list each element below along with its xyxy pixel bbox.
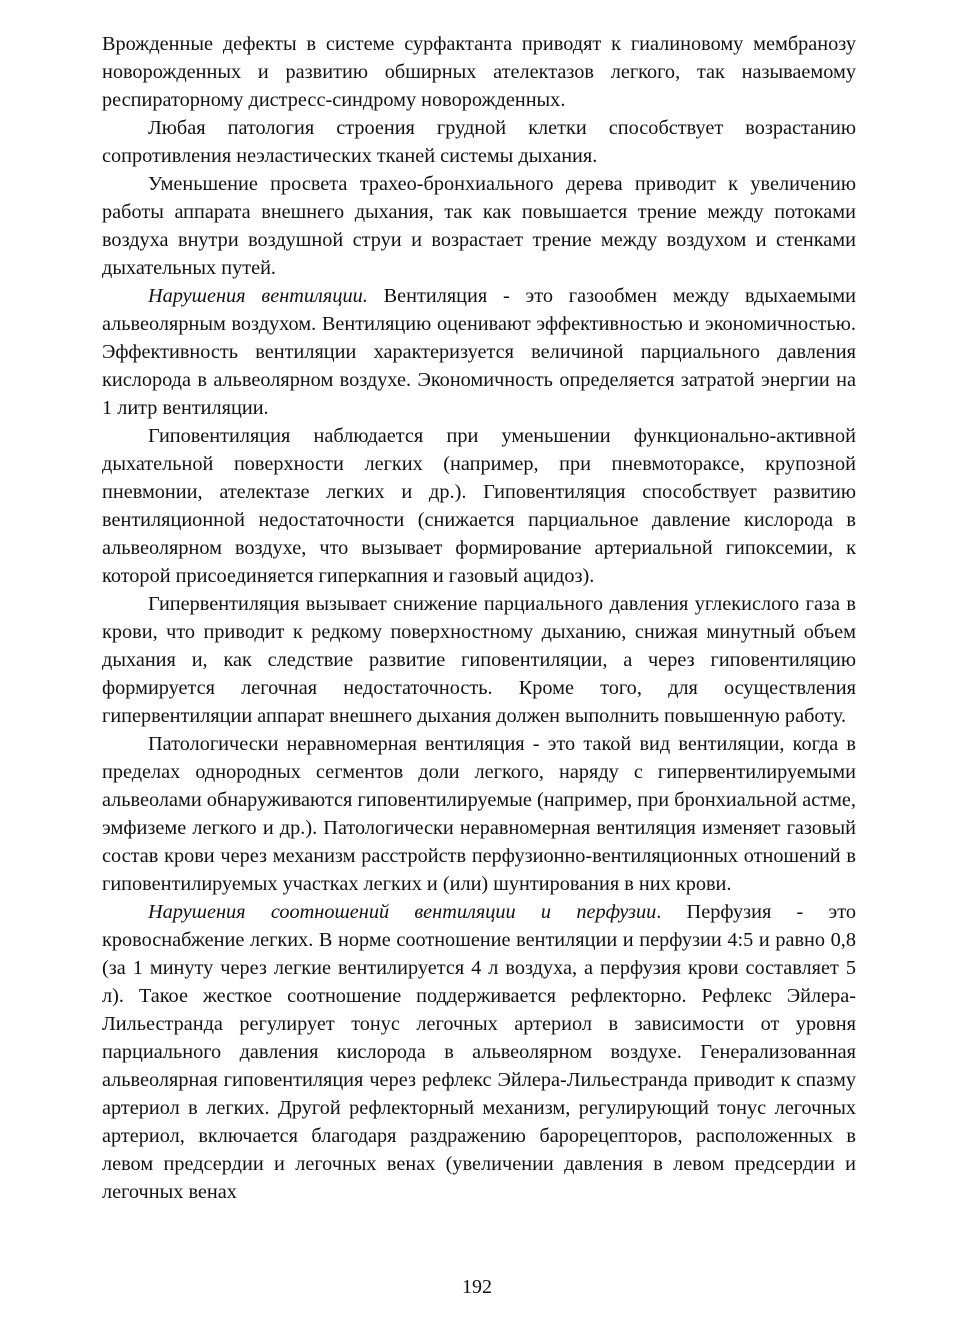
paragraph-uneven-ventilation [102,730,856,898]
paragraph-text: Гипервентиляция вызывает снижение парциального давления углекислого газа в крови, что приводит к редкому поверхностному дыханию, снижая минутный объем дыхания и, как следствие развитие гиповентиляции, а через гиповентиляцию формируется легочная недостаточность. Кроме того, для осуществления гипервентиляции аппарат внешнего дыхания должен выполнить повышенную работу. [102,593,856,727]
paragraph-text: . Перфузия - это кровоснабжение легких. В норме соотношение вентиляции и перфузии 4:5 и равно 0,8 (за 1 минуту через легкие вентилируется 4 л воздуха, а перфузия крови составляет 5 л). Такое жесткое соотношение поддерживается рефлекторно. Рефлекс Эйлера-Лильестранда регулирует тонус легочных артериол в зависимости от уровня парциального давления кислорода в альвеолярном воздухе. Генерализованная альвеолярная гиповентиляция через рефлекс Эйлера-Лильестранда приводит к спазму артериол в легких. Другой рефлекторный механизм, регулирующий тонус легочных артериол, включается благодаря раздражению барорецепторов, расположенных в левом предсердии и легочных венах (увеличении давления в левом предсердии и легочных венах [102,901,856,1203]
paragraph-ventilation-disorders [102,282,856,422]
paragraph-hyperventilation [102,590,856,730]
paragraph-text: Любая патология строения грудной клетки способствует возрастанию сопротивления неэластических тканей системы дыхания. [102,117,856,167]
section-lead-perfusion: Нарушения соотношений вентиляции и перфузии [148,901,657,923]
paragraph-text: Врожденные дефекты в системе сурфактанта приводят к гиалиновому мембранозу новорожденных и развитию обширных ателектазов легкого, так называемому респираторному дистресс-синдрому новорожденных. [102,33,856,111]
paragraph-text: Уменьшение просвета трахео-бронхиального дерева приводит к увеличению работы аппарата внешнего дыхания, так как повышается трение между потоками воздуха внутри воздушной струи и возрастает трение между воздухом и стенками дыхательных путей. [102,173,856,279]
paragraph-chest-pathology [102,114,856,170]
section-lead-ventilation: Нарушения вентиляции. [148,285,368,307]
paragraph-ventilation-perfusion [102,898,856,1206]
paragraph-text: Вентиляция - это газообмен между вдыхаемыми альвеолярным воздухом. Вентиляцию оценивают эффективностью и экономичностью. Эффективность вентиляции характеризуется величиной парциального давления кислорода в альвеолярном воздухе. Экономичность определяется затратой энергии на 1 литр вентиляции. [102,285,856,419]
paragraph-hypoventilation [102,422,856,590]
paragraph-surfactant-defects [102,30,856,114]
page-number: 192 [462,1276,492,1298]
paragraph-text: Патологически неравномерная вентиляция - это такой вид вентиляции, когда в пределах однородных сегментов доли легкого, наряду с гипервентилируемыми альвеолами обнаруживаются гиповентилируемые (например, при бронхиальной астме, эмфиземе легкого и др.). Патологически неравномерная вентиляция изменяет газовый состав крови через механизм расстройств перфузионно-вентиляционных отношений в гиповентилируемых участках легких и (или) шунтирования в них крови. [102,733,856,895]
paragraph-text: Гиповентиляция наблюдается при уменьшении функционально-активной дыхательной поверхности легких (например, при пневмотораксе, крупозной пневмонии, ателектазе легких и др.). Гиповентиляция способствует развитию вентиляционной недостаточности (снижается парциальное давление кислорода в альвеолярном воздухе, что вызывает формирование артериальной гипоксемии, к которой присоединяется гиперкапния и газовый ацидоз). [102,425,856,587]
document-body [102,30,856,1206]
paragraph-bronchial-narrowing [102,170,856,282]
